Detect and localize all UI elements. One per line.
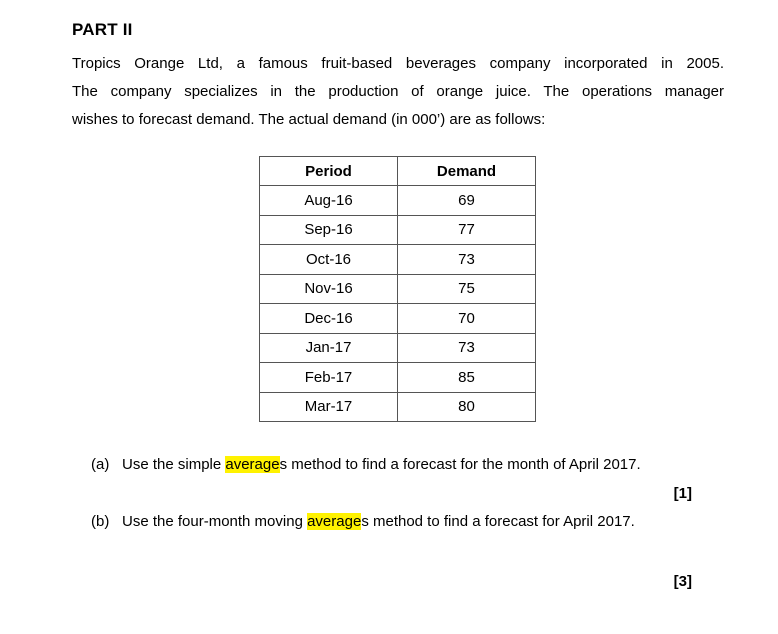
question-a-marks: [1]	[673, 485, 692, 502]
question-a	[91, 456, 641, 473]
table-row	[260, 392, 536, 422]
table-row	[260, 186, 536, 216]
table-row	[260, 333, 536, 363]
highlighted-word: average	[307, 513, 362, 530]
question-text-pre: Use the simple	[122, 456, 226, 473]
period-cell: Sep-16	[260, 215, 398, 245]
column-header-period: Period	[260, 157, 398, 186]
demand-cell: 77	[398, 215, 536, 245]
intro-line: Tropics Orange Ltd, a famous fruit-based beverages company incorporated in 2005.	[72, 55, 724, 72]
question-text-post: s method to find a forecast for the month of April 2017.	[279, 456, 641, 473]
question-label: (a)	[91, 456, 110, 473]
question-label: (b)	[91, 513, 110, 530]
demand-cell: 80	[398, 392, 536, 422]
question-b-marks: [3]	[673, 573, 692, 590]
period-cell: Mar-17	[260, 392, 398, 422]
intro-line: wishes to forecast demand. The actual demand (in 000’) are as follows:	[72, 111, 546, 128]
period-cell: Nov-16	[260, 274, 398, 304]
period-cell: Oct-16	[260, 245, 398, 275]
table-row	[260, 304, 536, 334]
demand-cell: 70	[398, 304, 536, 334]
question-b	[91, 513, 635, 530]
demand-cell: 85	[398, 363, 536, 393]
question-text-pre: Use the four-month moving	[122, 513, 308, 530]
question-text-post: s method to find a forecast for April 2017.	[361, 513, 635, 530]
table-row	[260, 215, 536, 245]
demand-table	[259, 156, 536, 422]
section-heading: PART II	[72, 20, 133, 39]
period-cell: Dec-16	[260, 304, 398, 334]
demand-cell: 73	[398, 333, 536, 363]
column-header-demand: Demand	[398, 157, 536, 186]
period-cell: Aug-16	[260, 186, 398, 216]
table-row	[260, 274, 536, 304]
demand-cell: 73	[398, 245, 536, 275]
period-cell: Feb-17	[260, 363, 398, 393]
demand-cell: 69	[398, 186, 536, 216]
intro-line: The company specializes in the production of orange juice. The operations manager	[72, 83, 724, 100]
table-row	[260, 245, 536, 275]
period-cell: Jan-17	[260, 333, 398, 363]
highlighted-word: average	[225, 456, 280, 473]
table-row	[260, 363, 536, 393]
table-header-row	[260, 157, 536, 186]
intro-paragraph	[72, 50, 724, 134]
demand-cell: 75	[398, 274, 536, 304]
